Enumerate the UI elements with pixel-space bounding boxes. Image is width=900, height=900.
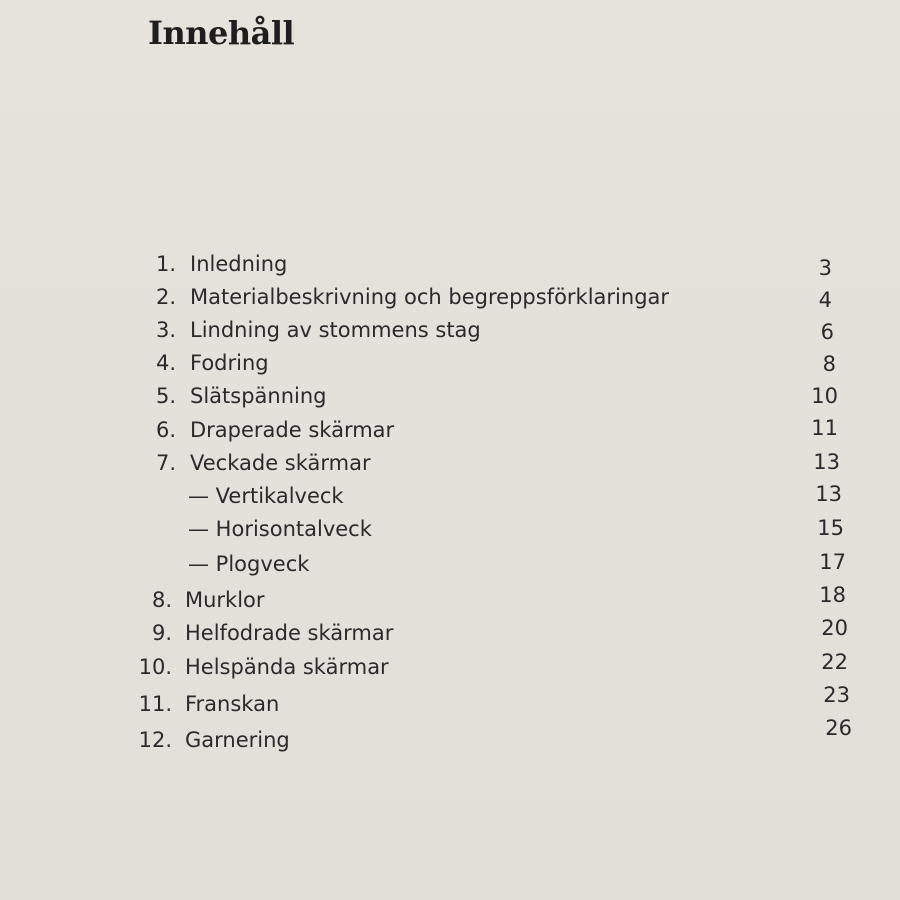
toc-entry-page: 13 [813, 450, 840, 474]
toc-entry [0, 716, 900, 758]
toc-entry [0, 318, 900, 348]
toc-entry-title: Draperade skärmar [190, 418, 395, 442]
toc-entry-page: 20 [821, 616, 848, 640]
toc-entry-title: — Vertikalveck [188, 484, 344, 508]
toc-entry-number: 3. [155, 318, 176, 342]
toc-entry-title: Helfodrade skärmar [185, 621, 394, 645]
toc-entry [0, 252, 900, 282]
toc-entry-number: 9. [151, 621, 172, 645]
toc-entry-title: Franskan [185, 692, 280, 716]
toc-entry-title: — Plogveck [188, 552, 310, 576]
toc-entry-number: 10. [138, 655, 172, 679]
toc-entry-title: Garnering [185, 728, 290, 752]
toc-entry-page: 26 [825, 716, 852, 740]
toc-entry-number: 4. [155, 351, 176, 375]
toc-entry-number: 1. [155, 252, 176, 276]
toc-entry-page: 11 [811, 416, 838, 440]
toc-entry-page: 15 [817, 516, 844, 540]
toc-entry [0, 451, 900, 481]
toc-entry-page: 6 [820, 320, 834, 344]
toc-entry-number: 6. [155, 418, 176, 442]
toc-entry-number: 11. [138, 692, 172, 716]
toc-entry [0, 418, 900, 448]
toc-entry [0, 285, 900, 315]
toc-entry-title: Fodring [190, 351, 269, 375]
toc-entry-page: 4 [818, 288, 832, 312]
toc-entry [0, 683, 900, 722]
toc-entry [0, 517, 900, 547]
toc-entry [0, 351, 900, 381]
toc-entry-page: 22 [821, 650, 848, 674]
toc-entry [0, 616, 900, 651]
page-title: Innehåll [148, 14, 295, 52]
toc-entry [0, 384, 900, 414]
toc-entry-number: 12. [138, 728, 172, 752]
toc-entry-title: Helspända skärmar [185, 655, 389, 679]
toc-entry-page: 18 [819, 583, 846, 607]
toc-entry-page: 3 [818, 256, 832, 280]
toc-entry [0, 484, 900, 514]
toc-entry [0, 583, 900, 618]
toc-entry-page: 23 [823, 683, 850, 707]
toc-entry-title: Inledning [190, 252, 288, 276]
toc-entry [0, 552, 900, 582]
toc-entry-title: Veckade skärmar [190, 451, 371, 475]
toc-entry-page: 17 [819, 550, 846, 574]
toc-entry-page: 13 [815, 482, 842, 506]
toc-entry-number: 8. [151, 588, 172, 612]
toc-entry-number: 7. [155, 451, 176, 475]
toc-entry-page: 8 [822, 352, 836, 376]
toc-entry-title: Materialbeskrivning och begreppsförklaringar [190, 285, 670, 309]
toc-entry-title: Murklor [185, 588, 265, 612]
toc-entry [0, 650, 900, 685]
toc-entry-number: 2. [155, 285, 176, 309]
toc-entry-title: — Horisontalveck [188, 517, 372, 541]
toc-entry-title: Slätspänning [190, 384, 327, 408]
toc-entry-title: Lindning av stommens stag [190, 318, 481, 342]
toc-entry-page: 10 [811, 384, 838, 408]
toc-entry-number: 5. [155, 384, 176, 408]
